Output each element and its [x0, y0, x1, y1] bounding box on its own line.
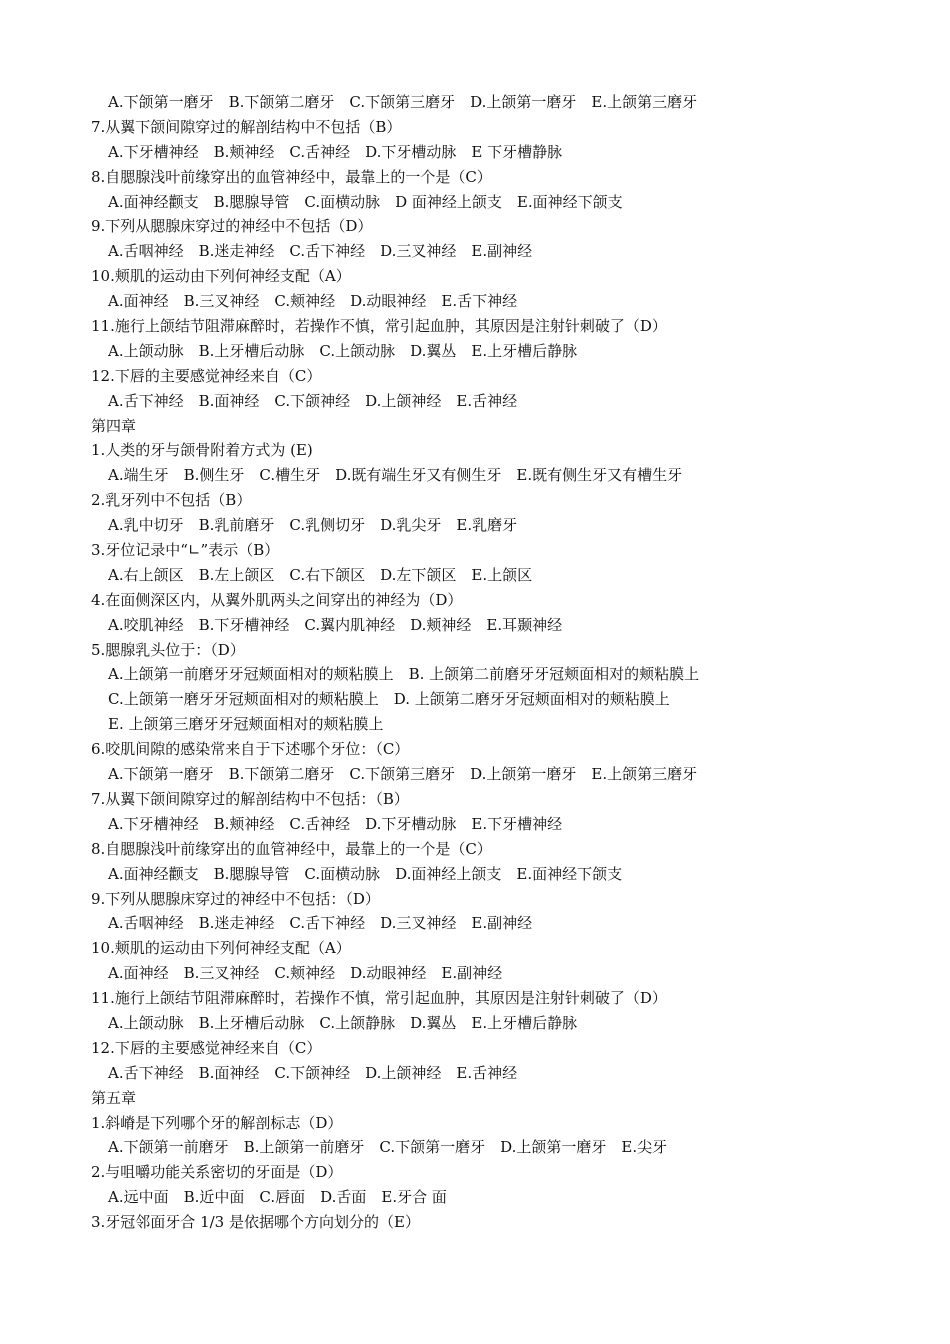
question-line: 11.施行上颌结节阻滞麻醉时，若操作不慎，常引起血肿，其原因是注射针刺破了（D） — [91, 317, 667, 336]
options-line: A.下颌第一磨牙 B.下颌第二磨牙 C.下颌第三磨牙 D.上颌第一磨牙 E.上颌第三磨牙 — [108, 93, 698, 111]
options-line: A.下颌第一前磨牙 B.上颌第一前磨牙 C.下颌第一磨牙 D.上颌第一磨牙 E.尖牙 — [108, 1138, 668, 1157]
question-line: 3.牙冠邻面牙合 1/3 是依据哪个方向划分的（E） — [91, 1213, 420, 1232]
question-line: 12.下唇的主要感觉神经来自（C） — [91, 366, 322, 385]
options-line: A.面神经颧支 B.腮腺导管 C.面横动脉 D 面神经上颌支 E.面神经下颌支 — [108, 192, 623, 211]
options-line: A.端生牙 B.侧生牙 C.槽生牙 D.既有端生牙又有侧生牙 E.既有侧生牙又有槽生牙 — [108, 466, 683, 485]
question-line: 7.从翼下颌间隙穿过的解剖结构中不包括：（B） — [91, 789, 409, 808]
document-body — [91, 90, 931, 1235]
question-line: 12.下唇的主要感觉神经来自（C） — [91, 1038, 322, 1057]
question-line: 3.牙位记录中“∟”表示（B） — [91, 541, 280, 560]
question-line: 8.自腮腺浅叶前缘穿出的血管神经中，最靠上的一个是（C） — [91, 167, 492, 186]
chapter-heading: 第四章 — [91, 416, 137, 435]
options-line: E. 上颌第三磨牙牙冠颊面相对的颊粘膜上 — [108, 715, 384, 734]
question-line: 7.从翼下颌间隙穿过的解剖结构中不包括（B） — [91, 117, 402, 136]
chapter-heading: 第五章 — [91, 1088, 137, 1107]
options-line: C.上颌第一磨牙牙冠颊面相对的颊粘膜上 D. 上颌第二磨牙牙冠颊面相对的颊粘膜上 — [108, 690, 670, 709]
options-line: A.下牙槽神经 B.颊神经 C.舌神经 D.下牙槽动脉 E.下牙槽神经 — [108, 814, 563, 833]
question-line: 8.自腮腺浅叶前缘穿出的血管神经中，最靠上的一个是（C） — [91, 839, 492, 858]
options-line: A.上颌第一前磨牙牙冠颊面相对的颊粘膜上 B. 上颌第二前磨牙牙冠颊面相对的颊粘膜上 — [108, 665, 700, 684]
question-line: 9.下列从腮腺床穿过的神经中不包括：（D） — [91, 889, 380, 908]
options-line: A.上颌动脉 B.上牙槽后动脉 C.上颌静脉 D.翼丛 E.上牙槽后静脉 — [108, 1013, 578, 1032]
question-line: 10.颊肌的运动由下列何神经支配（A） — [91, 939, 351, 958]
question-line: 9.下列从腮腺床穿过的神经中不包括（D） — [91, 217, 373, 236]
question-line: 6.咬肌间隙的感染常来自于下述哪个牙位：（C） — [91, 740, 410, 759]
question-line: 2.与咀嚼功能关系密切的牙面是（D） — [91, 1163, 343, 1182]
options-line: A.舌咽神经 B.迷走神经 C.舌下神经 D.三叉神经 E.副神经 — [108, 914, 533, 933]
question-line: 1.斜嵴是下列哪个牙的解剖标志（D） — [91, 1113, 343, 1132]
question-line: 5.腮腺乳头位于：（D） — [91, 640, 245, 659]
options-line: A.右上颌区 B.左上颌区 C.右下颌区 D.左下颌区 E.上颌区 — [108, 565, 533, 584]
options-line: A.远中面 B.近中面 C.唇面 D.舌面 E.牙合 面 — [108, 1188, 447, 1207]
options-line: A.面神经颧支 B.腮腺导管 C.面横动脉 D.面神经上颌支 E.面神经下颌支 — [108, 864, 623, 883]
options-line: A.舌下神经 B.面神经 C.下颌神经 D.上颌神经 E.舌神经 — [108, 391, 518, 410]
options-line: A.下牙槽神经 B.颊神经 C.舌神经 D.下牙槽动脉 E 下牙槽静脉 — [108, 142, 563, 161]
question-line: 2.乳牙列中不包括（B） — [91, 491, 252, 510]
options-line: A.乳中切牙 B.乳前磨牙 C.乳侧切牙 D.乳尖牙 E.乳磨牙 — [108, 516, 518, 535]
options-line: A.舌下神经 B.面神经 C.下颌神经 D.上颌神经 E.舌神经 — [108, 1063, 518, 1082]
options-line: A.面神经 B.三叉神经 C.颊神经 D.动眼神经 E.副神经 — [108, 964, 503, 983]
question-line: 4.在面侧深区内，从翼外肌两头之间穿出的神经为（D） — [91, 590, 463, 609]
options-line: A.咬肌神经 B.下牙槽神经 C.翼内肌神经 D.颊神经 E.耳颞神经 — [108, 615, 563, 634]
options-line: A.面神经 B.三叉神经 C.颊神经 D.动眼神经 E.舌下神经 — [108, 292, 518, 311]
question-line: 11.施行上颌结节阻滞麻醉时，若操作不慎，常引起血肿，其原因是注射针刺破了（D） — [91, 989, 667, 1008]
options-line: A.舌咽神经 B.迷走神经 C.舌下神经 D.三叉神经 E.副神经 — [108, 242, 533, 261]
question-line: 1.人类的牙与颌骨附着方式为 (E) — [91, 441, 313, 460]
question-line: 10.颊肌的运动由下列何神经支配（A） — [91, 267, 351, 286]
options-line: A.下颌第一磨牙 B.下颌第二磨牙 C.下颌第三磨牙 D.上颌第一磨牙 E.上颌第三磨牙 — [108, 765, 698, 784]
options-line: A.上颌动脉 B.上牙槽后动脉 C.上颌动脉 D.翼丛 E.上牙槽后静脉 — [108, 341, 578, 360]
